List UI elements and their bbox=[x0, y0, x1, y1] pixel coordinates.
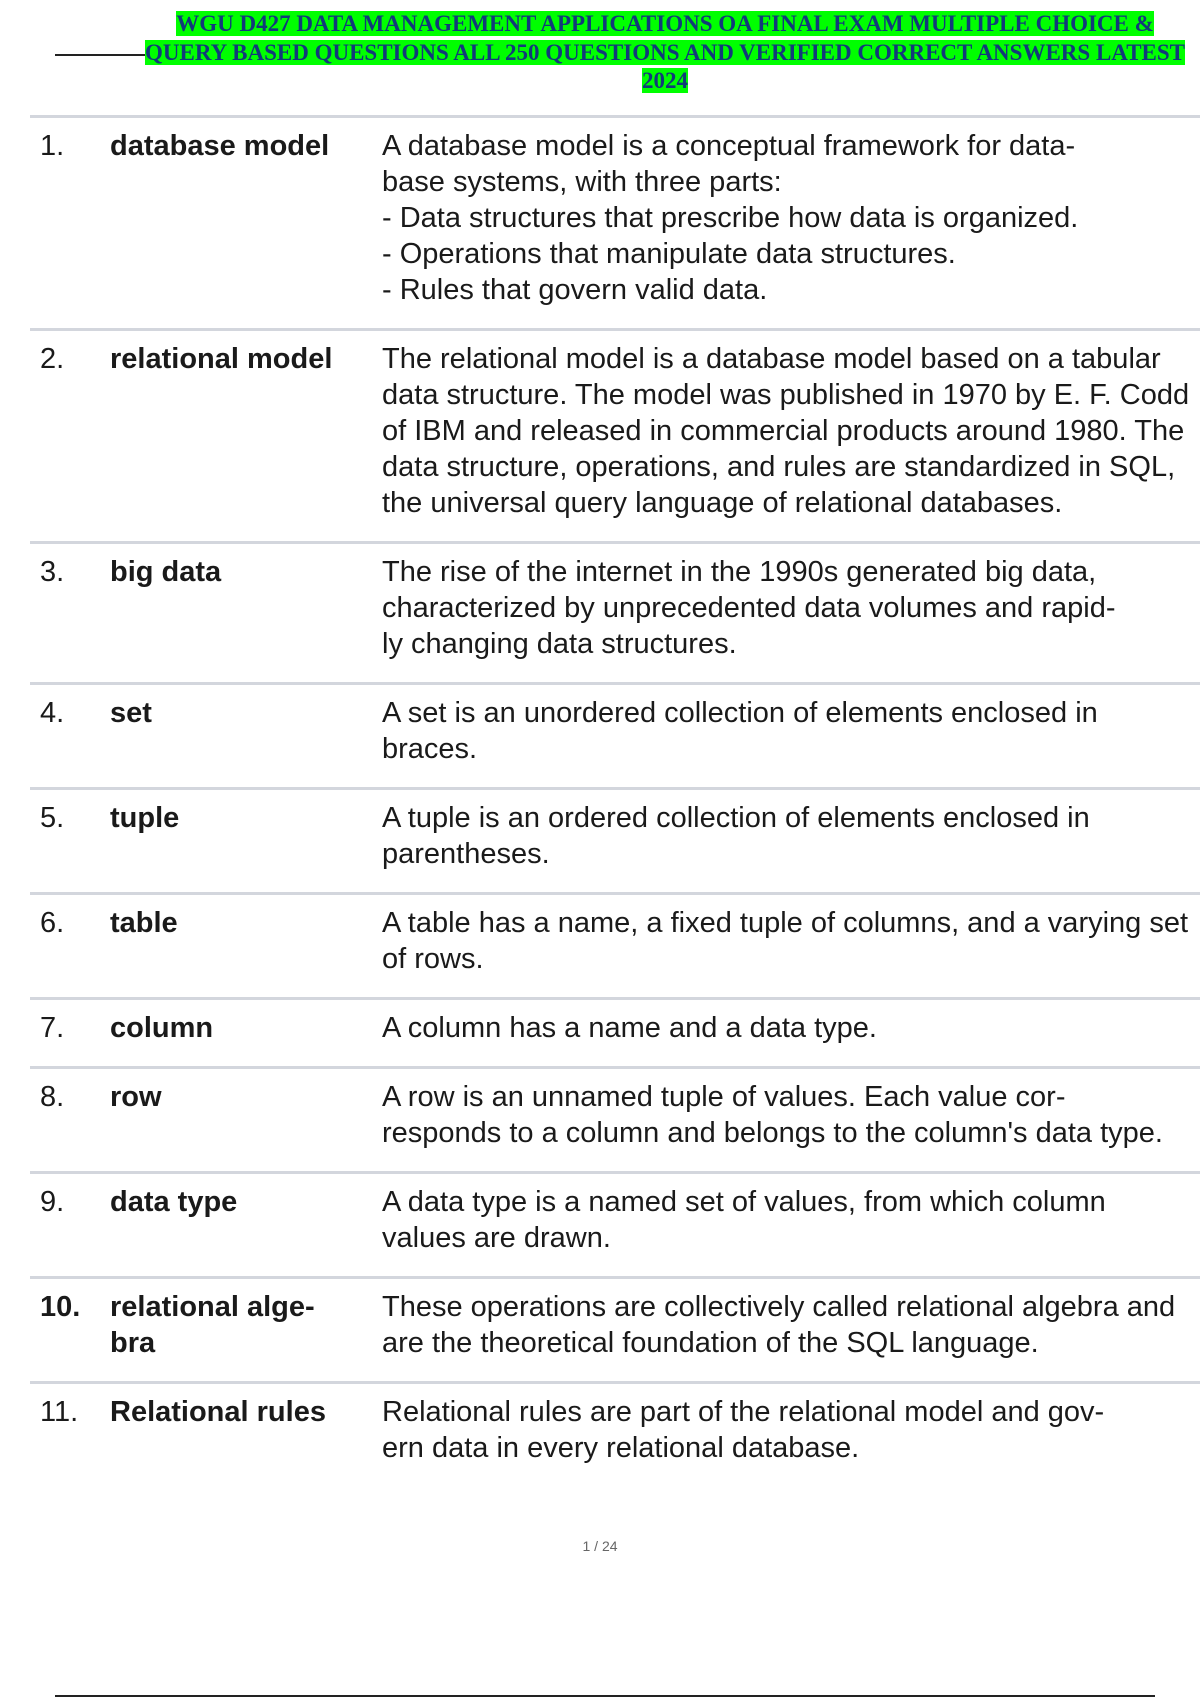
entry-number: 2. bbox=[40, 343, 65, 375]
entry-definition: The relational model is a database model based on a tabular data structure. The model was published in 1970 by E. F. Codd of IBM and released in commercial products around 1980. The data structure, operations, and rules are standardized in SQL, the universal query language of relational databases. bbox=[382, 343, 1190, 519]
glossary-row bbox=[30, 789, 1200, 894]
entry-number: 7. bbox=[40, 1012, 65, 1044]
entry-term: data type bbox=[110, 1186, 238, 1218]
glossary-row bbox=[30, 999, 1200, 1068]
entry-term: database model bbox=[110, 130, 330, 162]
entry-term: row bbox=[110, 1081, 162, 1113]
entry-definition: A column has a name and a data type. bbox=[382, 1012, 877, 1044]
entry-number: 4. bbox=[40, 697, 65, 729]
glossary-row bbox=[30, 684, 1200, 789]
entry-number: 11. bbox=[40, 1396, 79, 1428]
entry-number: 3. bbox=[40, 556, 65, 588]
entry-definition: The rise of the internet in the 1990s generated big data, characterized by unprecedented data volumes and rapid- ly changing data structures. bbox=[382, 556, 1116, 660]
entry-term: set bbox=[110, 697, 152, 729]
entry-definition: A tuple is an ordered collection of elements enclosed in parentheses. bbox=[382, 802, 1090, 870]
entry-definition: A database model is a conceptual framework for data- base systems, with three parts: - Data structures that prescribe how data is organized. - Operations that manipulate data structures. - Rules that govern valid data. bbox=[382, 130, 1079, 306]
entry-number: 5. bbox=[40, 802, 65, 834]
entry-term: relational alge- bra bbox=[110, 1291, 315, 1359]
entry-number: 8. bbox=[40, 1081, 65, 1113]
entry-term: column bbox=[110, 1012, 214, 1044]
glossary-table bbox=[30, 115, 1200, 1486]
entry-term: relational model bbox=[110, 343, 333, 375]
entry-definition: These operations are collectively called relational algebra and are the theoretical foundation of the SQL language. bbox=[382, 1291, 1176, 1359]
entry-term: tuple bbox=[110, 802, 180, 834]
entry-term: big data bbox=[110, 556, 222, 588]
glossary-body bbox=[30, 117, 1200, 1487]
entry-number: 6. bbox=[40, 907, 65, 939]
entry-definition: A row is an unnamed tuple of values. Each value cor- responds to a column and belongs to the column's data type. bbox=[382, 1081, 1163, 1149]
glossary-row bbox=[30, 1173, 1200, 1278]
entry-definition: A set is an unordered collection of elements enclosed in braces. bbox=[382, 697, 1098, 765]
page-number: 1 / 24 bbox=[582, 1538, 618, 1554]
glossary-row bbox=[30, 1068, 1200, 1173]
entry-term: table bbox=[110, 907, 178, 939]
glossary-row bbox=[30, 543, 1200, 684]
glossary-row bbox=[30, 117, 1200, 330]
glossary-row bbox=[30, 894, 1200, 999]
glossary-row bbox=[30, 1278, 1200, 1383]
entry-definition: A table has a name, a fixed tuple of columns, and a varying set of rows. bbox=[382, 907, 1189, 975]
entry-definition: Relational rules are part of the relational model and gov- ern data in every relational database. bbox=[382, 1396, 1105, 1464]
glossary-row bbox=[30, 330, 1200, 543]
title-highlight: WGU D427 DATA MANAGEMENT APPLICATIONS OA FINAL EXAM MULTIPLE CHOICE & QUERY BASED QUESTIONS ALL 250 QUESTIONS AND VERIFIED CORRECT ANSWERS LATEST 2024 bbox=[144, 11, 1186, 93]
document-title bbox=[140, 10, 1190, 96]
bottom-rule bbox=[55, 1695, 1155, 1697]
entry-number: 9. bbox=[40, 1186, 65, 1218]
entry-definition: A data type is a named set of values, from which column values are drawn. bbox=[382, 1186, 1106, 1254]
entry-number: 1. bbox=[40, 130, 65, 162]
entry-number: 10. bbox=[40, 1291, 81, 1323]
entry-term: Relational rules bbox=[110, 1396, 326, 1428]
glossary-row bbox=[30, 1383, 1200, 1487]
